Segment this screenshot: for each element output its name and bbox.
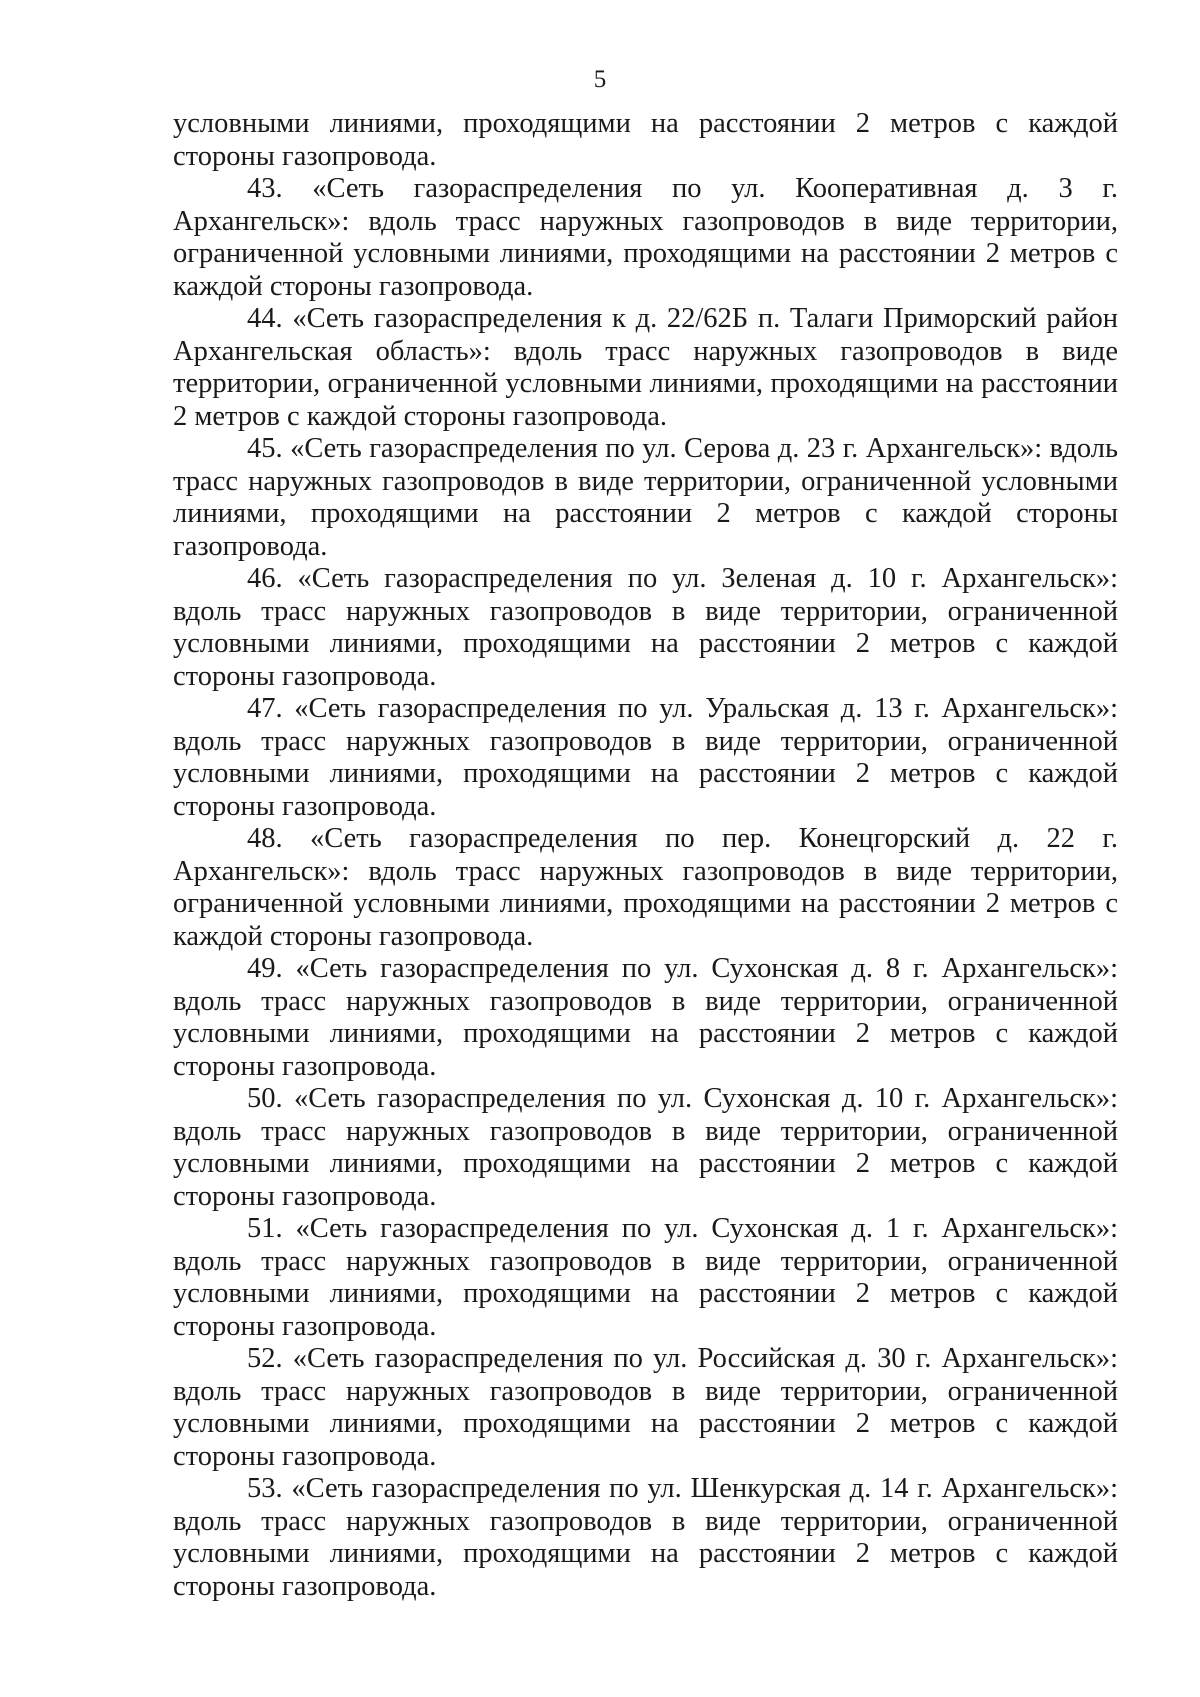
list-item-46: 46. «Сеть газораспределения по ул. Зеленая д. 10 г. Архангельск»: вдоль трасс наружных газопроводов в виде территории, ограниченной условными линиями, проходящими на расстоянии 2 метров с каждой стороны газопровода. [173,563,1118,692]
list-item-45: 45. «Сеть газораспределения по ул. Серова д. 23 г. Архангельск»: вдоль трасс наружных газопроводов в виде территории, ограниченной условными линиями, проходящими на расстоянии 2 метров с каждой стороны газопровода. [173,433,1118,562]
list-item-44: 44. «Сеть газораспределения к д. 22/62Б п. Талаги Приморский район Архангельская область»: вдоль трасс наружных газопроводов в виде территории, ограниченной условными линиями, проходящими на расстоянии 2 метров с каждой стороны газопровода. [173,303,1118,432]
paragraph-continuation: условными линиями, проходящими на расстоянии 2 метров с каждой стороны газопровода. [173,108,1118,172]
list-item-52: 52. «Сеть газораспределения по ул. Российская д. 30 г. Архангельск»: вдоль трасс наружных газопроводов в виде территории, ограниченной условными линиями, проходящими на расстоянии 2 метров с каждой стороны газопровода. [173,1343,1118,1472]
list-item-47: 47. «Сеть газораспределения по ул. Уральская д. 13 г. Архангельск»: вдоль трасс наружных газопроводов в виде территории, ограниченной условными линиями, проходящими на расстоянии 2 метров с каждой стороны газопровода. [173,693,1118,822]
list-item-51: 51. «Сеть газораспределения по ул. Сухонская д. 1 г. Архангельск»: вдоль трасс наружных газопроводов в виде территории, ограниченной условными линиями, проходящими на расстоянии 2 метров с каждой стороны газопровода. [173,1213,1118,1342]
document-body [173,108,1118,1603]
page-number: 5 [593,66,607,93]
list-item-53: 53. «Сеть газораспределения по ул. Шенкурская д. 14 г. Архангельск»: вдоль трасс наружных газопроводов в виде территории, ограниченной условными линиями, проходящими на расстоянии 2 метров с каждой стороны газопровода. [173,1473,1118,1602]
list-item-49: 49. «Сеть газораспределения по ул. Сухонская д. 8 г. Архангельск»: вдоль трасс наружных газопроводов в виде территории, ограниченной условными линиями, проходящими на расстоянии 2 метров с каждой стороны газопровода. [173,953,1118,1082]
list-item-50: 50. «Сеть газораспределения по ул. Сухонская д. 10 г. Архангельск»: вдоль трасс наружных газопроводов в виде территории, ограниченной условными линиями, проходящими на расстоянии 2 метров с каждой стороны газопровода. [173,1083,1118,1212]
list-item-43: 43. «Сеть газораспределения по ул. Кооперативная д. 3 г. Архангельск»: вдоль трасс наружных газопроводов в виде территории, ограниченной условными линиями, проходящими на расстоянии 2 метров с каждой стороны газопровода. [173,173,1118,302]
list-item-48: 48. «Сеть газораспределения по пер. Конецгорский д. 22 г. Архангельск»: вдоль трасс наружных газопроводов в виде территории, ограниченной условными линиями, проходящими на расстоянии 2 метров с каждой стороны газопровода. [173,823,1118,952]
